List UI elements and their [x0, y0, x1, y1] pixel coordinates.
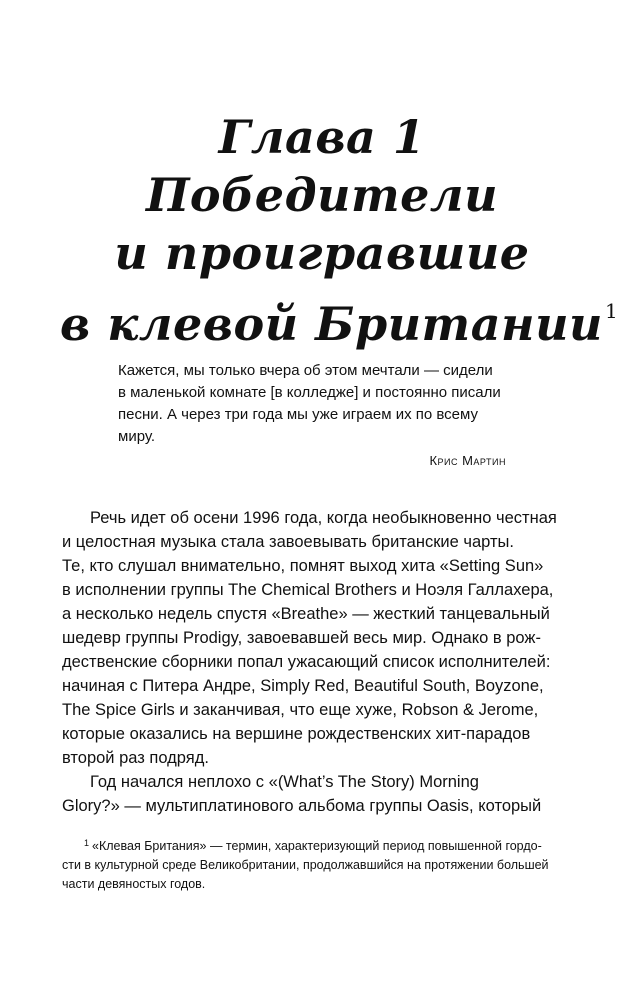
- footnote-line-text: «Клевая Британия» — термин, характеризующий период повышенной гордо-: [92, 839, 542, 853]
- text-line: дественские сборники попал ужасающий список исполнителей:: [62, 653, 551, 671]
- text-line: которые оказались на вершине рождественских хит-парадов: [62, 725, 531, 743]
- text-line: The Spice Girls и заканчивая, что еще хуже, Robson & Jerome,: [62, 701, 539, 719]
- body-text: [62, 506, 586, 818]
- chapter-heading: [60, 108, 619, 353]
- text-line: и целостная музыка стала завоевывать британские чарты.: [62, 533, 515, 551]
- text-line: Glory?» — мультиплатинового альбома группы Oasis, который: [62, 797, 542, 815]
- footnote-line: части девяностых годов.: [62, 877, 206, 891]
- text-line: второй раз подряд.: [62, 749, 209, 767]
- footnote-text: [62, 834, 586, 894]
- paragraph-1: [62, 506, 586, 770]
- paragraph-2: [62, 770, 586, 818]
- text-line: в исполнении группы The Chemical Brothers и Ноэля Галлахера,: [62, 581, 554, 599]
- chapter-number: Глава 1: [218, 110, 426, 164]
- epigraph-author: Крис Мартин: [429, 453, 506, 468]
- chapter-title-line-3-text: в клевой Британии: [60, 297, 603, 351]
- chapter-title-line-2: и проигравшие: [114, 226, 530, 280]
- text-line: начиная с Питера Андре, Simply Red, Beautiful South, Boyzone,: [62, 677, 544, 695]
- epigraph-line: Кажется, мы только вчера об этом мечтали — сидели: [118, 362, 493, 379]
- chapter-footnote-mark[interactable]: 1: [604, 299, 619, 323]
- epigraph: [118, 360, 506, 472]
- epigraph-line: песни. А через три года мы уже играем их по всему: [118, 406, 478, 423]
- epigraph-line: миру.: [118, 428, 156, 445]
- text-line: Год начался неплохо с «(What’s The Story) Morning: [90, 773, 479, 791]
- footnote-line: [62, 834, 586, 856]
- epigraph-text: [118, 360, 506, 448]
- text-line: Речь идет об осени 1996 года, когда необыкновенно честная: [90, 509, 557, 527]
- footnote-number: 1: [84, 838, 90, 848]
- chapter-title-line-1: Победители: [145, 168, 499, 222]
- footnote-line: сти в культурной среде Великобритании, продолжавшийся на протяжении большей: [62, 858, 549, 872]
- text-line: а несколько недель спустя «Breathe» — жесткий танцевальный: [62, 605, 550, 623]
- epigraph-line: в маленькой комнате [в колледже] и постоянно писали: [118, 384, 501, 401]
- footnote: [62, 834, 586, 894]
- text-line: Те, кто слушал внимательно, помнят выход хита «Setting Sun»: [62, 557, 544, 575]
- chapter-title-line-3: [60, 282, 619, 353]
- text-line: шедевр группы Prodigy, завоевавшей весь мир. Однако в рож-: [62, 629, 541, 647]
